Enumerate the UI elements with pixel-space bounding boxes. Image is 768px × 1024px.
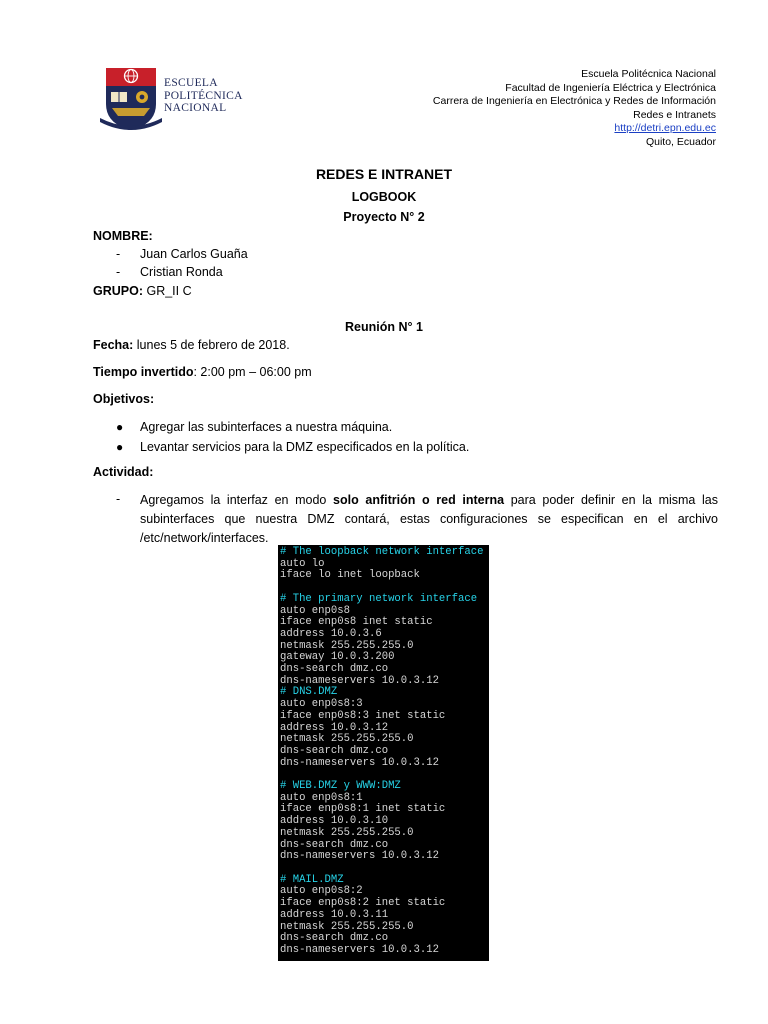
activity-paragraph (140, 491, 718, 548)
tiempo-line (93, 365, 312, 379)
dash-marker: - (116, 247, 121, 261)
grupo-line (93, 284, 192, 298)
terminal-line: netmask 255.255.255.0 (280, 826, 414, 839)
terminal-line: dns-search dmz.co (280, 744, 389, 757)
terminal-line: address 10.0.3.10 (280, 815, 389, 828)
terminal-line: gateway 10.0.3.200 (280, 651, 395, 664)
terminal-comment-line: # The loopback network interface (280, 546, 484, 558)
terminal-line: auto enp0s8:2 (280, 885, 363, 898)
grupo-label: GRUPO: (93, 284, 143, 298)
logo-line: NACIONAL (164, 102, 227, 114)
terminal-line: dns-nameservers 10.0.3.12 (280, 943, 439, 956)
website-link[interactable]: http://detri.epn.edu.ec (614, 122, 716, 135)
actividad-label: Actividad: (93, 465, 154, 479)
career-name: Carrera de Ingeniería en Electrónica y Redes de Información (432, 95, 716, 108)
institution-header (433, 68, 716, 150)
meeting-title: Reunión N° 1 (345, 320, 423, 334)
institution-name: Escuela Politécnica Nacional (581, 68, 716, 80)
terminal-line: dns-nameservers 10.0.3.12 (280, 850, 439, 863)
terminal-comment-line: # MAIL.DMZ (280, 873, 344, 886)
tiempo-value: : 2:00 pm – 06:00 pm (193, 365, 312, 379)
dash-marker: - (116, 265, 121, 279)
bullet-icon: ● (116, 440, 124, 454)
project-number: Proyecto N° 2 (343, 210, 425, 224)
dash-marker: - (116, 492, 121, 506)
terminal-line: dns-nameservers 10.0.3.12 (280, 756, 439, 769)
terminal-line: dns-nameservers 10.0.3.12 (280, 674, 439, 687)
terminal-line: dns-search dmz.co (280, 838, 389, 851)
activity-text-bold: solo anfitrión o red interna (333, 493, 505, 507)
terminal-line: netmask 255.255.255.0 (280, 920, 414, 933)
terminal-line: auto enp0s8 (280, 604, 350, 617)
member-name: Cristian Ronda (140, 265, 223, 279)
terminal-line: iface lo inet loopback (280, 569, 420, 582)
terminal-line: address 10.0.3.6 (280, 627, 382, 640)
course-name: Redes e Intranets (633, 108, 716, 121)
terminal-line: dns-search dmz.co (280, 932, 389, 945)
tiempo-label: Tiempo invertido (93, 365, 194, 379)
bullet-icon: ● (116, 420, 124, 434)
objective-item: Levantar servicios para la DMZ especificados en la política. (140, 440, 470, 454)
faculty-name: Facultad de Ingeniería Eléctrica y Electrónica (505, 81, 716, 94)
terminal-line: auto enp0s8:1 (280, 791, 363, 804)
location: Quito, Ecuador (645, 135, 716, 148)
logo-wordmark (164, 77, 243, 115)
terminal-line: auto enp0s8:3 (280, 698, 363, 711)
grupo-value: GR_II C (143, 284, 192, 298)
document-title: REDES E INTRANET (315, 166, 453, 182)
terminal-comment-line: # DNS.DMZ (280, 686, 338, 699)
terminal-line: iface enp0s8:1 inet static (280, 803, 446, 816)
fecha-value: lunes 5 de febrero de 2018. (133, 338, 290, 352)
terminal-screenshot (278, 545, 489, 961)
terminal-line: dns-search dmz.co (280, 663, 389, 676)
terminal-comment-line: # WEB.DMZ y WWW:DMZ (280, 780, 401, 793)
terminal-line: iface enp0s8:3 inet static (280, 709, 446, 722)
fecha-label: Fecha: (93, 338, 134, 352)
activity-text-post: para poder definir en la misma las subinterfaces que nuestra DMZ contará, estas configuraciones se especifican en el archivo /etc/network/interfaces. (140, 493, 719, 545)
terminal-line: address 10.0.3.12 (280, 721, 389, 734)
document-subtitle: LOGBOOK (351, 190, 417, 204)
logo-line: ESCUELA (164, 77, 218, 89)
terminal-line: address 10.0.3.11 (280, 908, 389, 921)
terminal-line: iface enp0s8:2 inet static (280, 897, 446, 910)
member-name: Juan Carlos Guaña (140, 247, 248, 261)
activity-text-pre: Agregamos la interfaz en modo (140, 493, 334, 507)
terminal-comment-line: # The primary network interface (280, 592, 478, 605)
logo-line: POLITÉCNICA (164, 89, 243, 102)
terminal-line: netmask 255.255.255.0 (280, 639, 414, 652)
terminal-line: auto lo (280, 557, 325, 570)
objetivos-label: Objetivos: (93, 392, 155, 406)
terminal-content (278, 545, 489, 957)
terminal-line: netmask 255.255.255.0 (280, 733, 414, 746)
fecha-line (93, 338, 290, 352)
objective-item: Agregar las subinterfaces a nuestra máquina. (140, 420, 393, 434)
nombre-label: NOMBRE: (93, 229, 153, 243)
terminal-line: iface enp0s8 inet static (280, 616, 433, 629)
